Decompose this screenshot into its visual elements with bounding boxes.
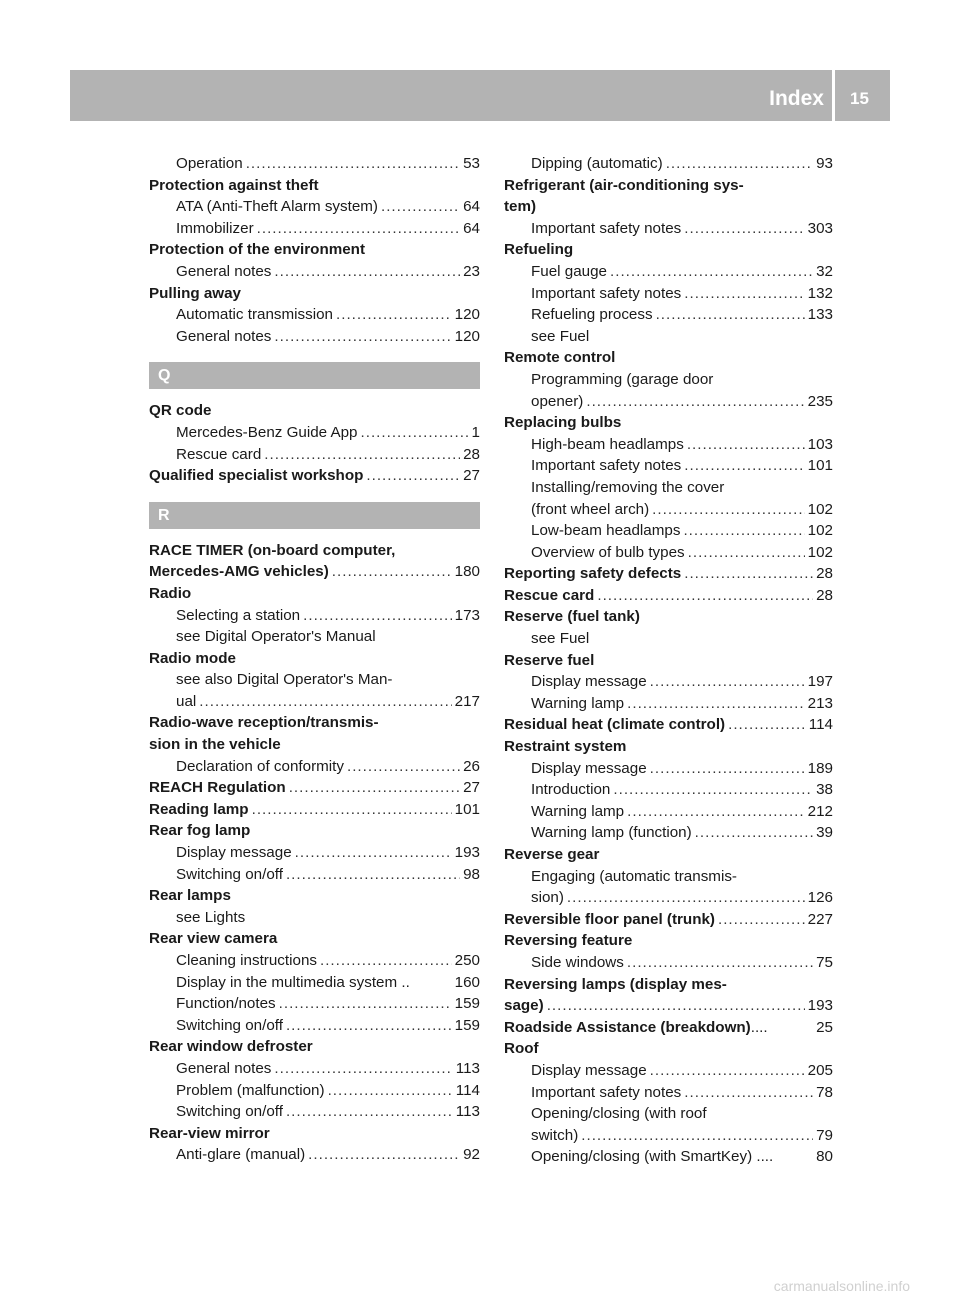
entry-text: Important safety notes [531,1083,682,1101]
page-reference[interactable]: 101 [807,457,833,475]
dot-leader [684,563,813,585]
index-entry [504,196,833,218]
dot-leader [684,455,804,477]
index-subentry [504,1060,833,1082]
entry-text: Anti-glare (manual) [176,1146,306,1164]
page-reference[interactable]: 98 [463,865,480,883]
page-reference[interactable]: 28 [816,586,833,604]
dot-leader [295,842,452,864]
page-reference[interactable]: 93 [816,155,833,172]
entry-text: Roadside Assistance (breakdown) [504,1018,751,1036]
page-reference[interactable]: 205 [807,1061,833,1079]
page-reference[interactable]: 113 [455,1103,480,1121]
entry-text: Rear fog lamp [149,822,251,840]
index-entry [149,1123,480,1145]
entry-text: Opening/closing (with roof [531,1105,707,1123]
entry-text: Qualified specialist workshop [149,467,364,485]
entry-text: Problem (malfunction) [176,1081,325,1099]
index-subentry [149,218,480,240]
page-reference[interactable]: 160 [454,973,480,991]
entry-text: Radio-wave reception/transmis- [149,714,379,732]
entry-text: Refueling [504,241,574,259]
index-subentry [504,779,833,801]
entry-text: Important safety notes [531,457,682,475]
dot-leader [347,756,460,778]
entry-text: Residual heat (climate control) [504,716,726,734]
index-entry [504,347,833,369]
entry-text: Refueling process [531,306,653,324]
entry-text: Remote control [504,349,616,367]
entry-text: Reporting safety defects [504,565,682,583]
entry-text: (front wheel arch) [531,500,650,518]
page-reference[interactable]: 28 [816,565,833,583]
dot-leader [257,218,460,240]
index-subentry [149,756,480,778]
dot-leader [650,671,805,693]
page-reference[interactable]: 212 [807,802,833,820]
page-reference[interactable]: 159 [454,1016,480,1034]
dot-leader [683,520,804,542]
index-subentry [149,422,480,444]
entry-text: Reserve (fuel tank) [504,608,640,626]
index-entry [504,606,833,628]
entry-text: Warning lamp [531,802,625,820]
dot-leader [264,444,460,466]
section-title: Index [769,87,824,110]
entry-text: Replacing bulbs [504,414,622,432]
entry-text: Operation [176,155,243,172]
index-entry [149,400,480,422]
index-subentry [504,1125,833,1147]
page-reference[interactable]: 23 [463,262,480,280]
index-subentry [149,261,480,283]
entry-text: General notes [176,262,272,280]
page-reference[interactable]: 180 [454,563,480,581]
entry-text: ATA (Anti-Theft Alarm system) [176,198,378,216]
entry-text: Display message [531,759,647,777]
watermark: carmanualsonline.info [773,1278,910,1294]
entry-text: Introduction [531,781,611,799]
index-subentry [149,326,480,348]
page-reference[interactable]: 53 [463,155,480,172]
index-group [504,153,833,1168]
dot-leader [308,1144,460,1166]
dot-leader [666,153,813,175]
header-divider [832,70,835,121]
entry-text: Low-beam headlamps [531,522,681,540]
index-entry [149,1036,480,1058]
page-reference[interactable]: 64 [463,198,480,216]
entry-text: Refrigerant (air-conditioning sys- [504,176,744,194]
index-subentry [504,758,833,780]
dot-leader [199,691,451,713]
index-subentry [504,693,833,715]
page-reference[interactable]: 120 [454,327,480,345]
index-entry [149,175,480,197]
dot-leader [303,605,452,627]
page-reference[interactable]: 32 [816,262,833,280]
dot-leader [289,777,460,799]
page-reference[interactable]: 159 [454,995,480,1013]
index-entry [149,820,480,842]
entry-text: see Fuel [531,630,590,648]
entry-text: Roof [504,1040,539,1058]
index-entry [504,736,833,758]
index-subentry [149,950,480,972]
index-subentry [149,972,480,994]
index-subentry [504,1103,833,1125]
index-subentry [149,842,480,864]
dot-leader [613,779,813,801]
page-reference[interactable]: 120 [454,306,480,324]
dot-leader [328,1080,453,1102]
index-subentry [504,218,833,240]
index-subentry [504,952,833,974]
entry-text: Radio mode [149,649,236,667]
index-subentry [504,304,833,326]
dot-leader [332,561,452,583]
index-entry [504,412,833,434]
page-reference[interactable]: 103 [807,435,833,453]
dot-leader [718,909,805,931]
entry-text: Display message [531,1061,647,1079]
page-reference[interactable]: 92 [463,1146,480,1164]
entry-text: Opening/closing (with SmartKey) .... [531,1148,774,1166]
index-subentry [504,866,833,888]
entry-text: Immobilizer [176,219,254,237]
entry-text: Declaration of conformity [176,757,344,775]
dot-leader [650,758,805,780]
entry-text: Switching on/off [176,1016,283,1034]
index-subentry [149,669,480,691]
index-subentry [504,801,833,823]
index-entry [504,1038,833,1060]
entry-text: Selecting a station [176,606,301,624]
entry-text: Protection against theft [149,176,319,194]
entry-text: Display in the multimedia system .. [176,973,410,991]
entry-text: REACH Regulation [149,779,286,797]
dot-leader [627,801,805,823]
index-subentry [149,993,480,1015]
index-subentry [504,283,833,305]
index-entry [149,799,480,821]
index-subentry [504,822,833,844]
entry-text: opener) [531,392,584,410]
index-subentry [504,434,833,456]
index-entry [504,650,833,672]
index-subentry [504,887,833,909]
entry-text: Fuel gauge [531,262,607,280]
index-group [149,540,480,1166]
index-entry [149,712,480,734]
entry-text: Rescue card [504,586,595,604]
index-entry [504,239,833,261]
entry-text: RACE TIMER (on-board computer, [149,541,396,559]
dot-leader [627,952,813,974]
dot-leader [320,950,452,972]
index-subentry [149,907,480,929]
index-subentry [149,1015,480,1037]
dot-leader [687,434,805,456]
dot-leader [286,1101,453,1123]
entry-text: Programming (garage door [531,370,714,388]
index-entry [149,734,480,756]
index-subentry [149,605,480,627]
entry-text: Important safety notes [531,284,682,302]
page-reference[interactable]: 28 [463,445,480,463]
index-entry [504,909,833,931]
page-reference[interactable]: 250 [454,952,480,969]
dot-leader [684,283,804,305]
page-reference[interactable]: 27 [463,779,480,797]
entry-text: Protection of the environment [149,241,366,259]
dot-leader [652,499,804,521]
page-reference[interactable]: 1 [471,423,480,441]
index-subentry [149,196,480,218]
entry-text: Engaging (automatic transmis- [531,867,737,885]
index-entry [149,283,480,305]
entry-text: see Fuel [531,327,590,345]
index-subentry [149,1101,480,1123]
entry-text: sage) [504,997,544,1015]
dot-leader [366,465,460,487]
dot-leader [581,1125,813,1147]
index-subentry [504,1146,833,1168]
page-reference[interactable]: 39 [816,824,833,842]
dot-leader [650,1060,805,1082]
index-subentry [504,499,833,521]
entry-text: Switching on/off [176,865,283,883]
index-entry [504,844,833,866]
letter-heading-q: Q [149,362,480,389]
entry-text: Important safety notes [531,219,682,237]
entry-text: Restraint system [504,738,627,756]
index-entry [149,239,480,261]
dot-leader [688,542,805,564]
page-reference[interactable]: 213 [807,694,833,712]
entry-text: Rear-view mirror [149,1124,270,1142]
entry-text: see Digital Operator's Manual [176,628,376,646]
dot-leader [274,326,451,348]
index-subentry [149,864,480,886]
entry-text: QR code [149,402,212,420]
index-entry [504,974,833,996]
dot-leader [361,422,469,444]
entry-text: tem) [504,198,537,216]
page-reference[interactable]: 133 [807,306,833,324]
dot-leader [684,218,804,240]
index-entry [149,583,480,605]
index-subentry [504,391,833,413]
entry-text: sion in the vehicle [149,736,281,754]
page-reference[interactable]: 197 [807,673,833,691]
entry-text: switch) [531,1126,579,1144]
index-group [149,153,480,347]
dot-leader [336,304,452,326]
page-reference[interactable]: 126 [807,889,833,907]
page-reference[interactable]: 25 [816,1018,833,1036]
page-reference[interactable]: 114 [808,716,833,734]
index-entry [504,585,833,607]
index-entry [149,885,480,907]
index-entry [149,540,480,562]
index-entry [504,175,833,197]
entry-text: Reversing feature [504,932,633,950]
index-subentry [149,1080,480,1102]
index-subentry [149,153,480,175]
entry-text: Switching on/off [176,1103,283,1121]
index-subentry [149,691,480,713]
entry-text: Rear lamps [149,887,231,905]
entry-text: Radio [149,584,192,602]
entry-text: Display message [531,673,647,691]
entry-text: Mercedes-AMG vehicles) [149,563,329,581]
entry-text: Installing/removing the cover [531,478,725,496]
entry-text: Reverse gear [504,846,600,863]
page-reference[interactable]: 114 [455,1081,480,1099]
dot-leader [286,864,460,886]
index-subentry [504,455,833,477]
index-subentry [504,326,833,348]
index-entry [504,563,833,585]
index-subentry [149,1144,480,1166]
page-reference[interactable]: 78 [816,1083,833,1101]
entry-text: High-beam headlamps [531,435,684,453]
entry-text: General notes [176,327,272,345]
index-subentry [149,1058,480,1080]
dot-leader [274,261,460,283]
entry-text: Overview of bulb types [531,543,685,561]
index-entry [504,930,833,952]
page-reference[interactable]: 80 [816,1148,833,1166]
dot-leader [695,822,813,844]
entry-text: Rescue card [176,445,262,463]
entry-text: Reversible floor panel (trunk) [504,910,715,928]
entry-text: Rear view camera [149,930,278,948]
page-reference[interactable]: 27 [463,467,480,485]
page-reference[interactable]: 227 [807,910,833,928]
dot-leader [279,993,452,1015]
dot-leader [547,995,805,1017]
dot-leader [381,196,460,218]
index-subentry [504,1082,833,1104]
dot-leader [252,799,452,821]
index-column-left [149,153,480,1166]
dot-leader [728,714,806,736]
index-subentry [149,444,480,466]
entry-text: Warning lamp (function) [531,824,692,842]
index-subentry [504,671,833,693]
page-reference[interactable]: 38 [816,781,833,799]
page-reference[interactable]: 79 [816,1126,833,1144]
entry-text: Rear window defroster [149,1038,313,1056]
entry-text: Automatic transmission [176,306,333,324]
entry-text: Mercedes-Benz Guide App [176,423,358,441]
index-entry [149,648,480,670]
page-reference[interactable]: 102 [807,500,833,518]
index-subentry [504,477,833,499]
entry-text: Reading lamp [149,800,249,818]
page-reference[interactable]: 64 [463,219,480,237]
index-subentry [504,542,833,564]
index-entry [504,1017,833,1039]
page-reference[interactable]: 75 [816,953,833,971]
page-number: 15 [850,89,869,108]
page-reference[interactable]: 173 [454,606,480,624]
entry-text: Dipping (automatic) [531,155,663,172]
dot-leader [586,391,804,413]
page-reference[interactable]: 102 [807,522,833,540]
index-group [149,400,480,486]
page-reference[interactable]: 101 [454,800,480,818]
entry-text: Side windows [531,953,624,971]
page-reference[interactable]: 132 [807,284,833,302]
entry-text: Display message [176,844,292,862]
index-subentry [504,261,833,283]
dot-leader [610,261,813,283]
page-reference[interactable]: 303 [807,219,833,237]
page-reference[interactable]: 217 [454,692,480,710]
spacer: .... [750,1018,768,1036]
entry-text: Reversing lamps (display mes- [504,975,727,993]
index-entry [149,928,480,950]
page-reference[interactable]: 102 [807,543,833,561]
entry-text: sion) [531,889,564,907]
index-subentry [149,626,480,648]
page-reference[interactable]: 26 [463,757,480,775]
index-subentry [149,304,480,326]
index-subentry [504,153,833,175]
dot-leader [597,585,813,607]
index-entry [504,714,833,736]
entry-text: Warning lamp [531,694,625,712]
index-column-right [504,153,833,1168]
index-subentry [504,628,833,650]
index-entry [149,465,480,487]
entry-text: Function/notes [176,995,276,1013]
entry-text: Cleaning instructions [176,952,317,969]
page-reference[interactable]: 235 [807,392,833,410]
index-subentry [504,520,833,542]
page-reference[interactable]: 113 [455,1059,480,1077]
entry-text: General notes [176,1059,272,1077]
entry-text: see Lights [176,908,246,926]
dot-leader [246,153,460,175]
entry-text: see also Digital Operator's Man- [176,671,393,689]
dot-leader [567,887,805,909]
page-reference[interactable]: 193 [807,997,833,1015]
dot-leader [286,1015,452,1037]
entry-text: ual [176,692,197,710]
dot-leader [274,1058,452,1080]
index-entry [149,561,480,583]
index-entry [504,995,833,1017]
index-subentry [504,369,833,391]
entry-text: Reserve fuel [504,651,595,669]
dot-leader [656,304,805,326]
page-reference[interactable]: 193 [454,844,480,862]
letter-heading-r: R [149,502,480,529]
dot-leader [627,693,805,715]
dot-leader [684,1082,813,1104]
page-reference[interactable]: 189 [807,759,833,777]
index-entry [149,777,480,799]
entry-text: Pulling away [149,284,241,302]
